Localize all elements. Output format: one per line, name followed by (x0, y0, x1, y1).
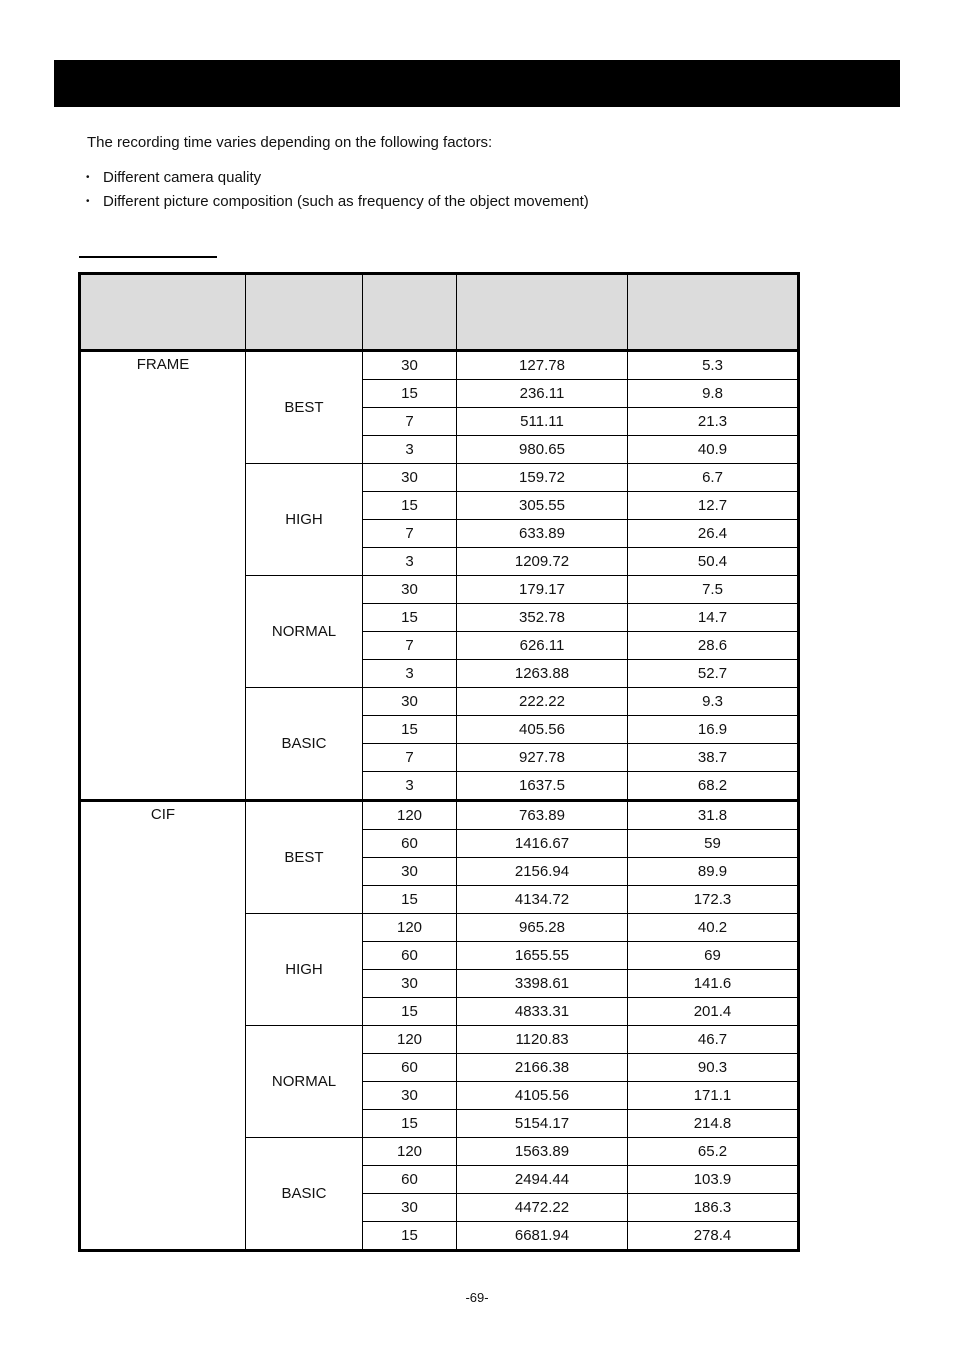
resolution-cell: FRAME (80, 351, 246, 801)
days-cell: 6.7 (628, 464, 799, 492)
hours-cell: 3398.61 (457, 970, 628, 998)
frame-rate-cell: 30 (363, 970, 457, 998)
quality-cell: BASIC (246, 1138, 363, 1251)
page-number: -69- (465, 1290, 489, 1305)
frame-rate-cell: 3 (363, 660, 457, 688)
bullet-icon: • (86, 172, 90, 183)
frame-rate-cell: 120 (363, 1026, 457, 1054)
days-cell: 40.9 (628, 436, 799, 464)
frame-rate-cell: 15 (363, 604, 457, 632)
header-cell-days (628, 274, 799, 351)
hours-cell: 980.65 (457, 436, 628, 464)
frame-rate-cell: 60 (363, 830, 457, 858)
header-cell-frame-rate (363, 274, 457, 351)
hours-cell: 159.72 (457, 464, 628, 492)
days-cell: 59 (628, 830, 799, 858)
frame-rate-cell: 30 (363, 858, 457, 886)
frame-rate-cell: 15 (363, 492, 457, 520)
table-row (80, 801, 799, 830)
frame-rate-cell: 60 (363, 1054, 457, 1082)
hours-cell: 4105.56 (457, 1082, 628, 1110)
hours-cell: 633.89 (457, 520, 628, 548)
frame-rate-cell: 120 (363, 914, 457, 942)
hours-cell: 127.78 (457, 351, 628, 380)
days-cell: 26.4 (628, 520, 799, 548)
hours-cell: 626.11 (457, 632, 628, 660)
hours-cell: 1563.89 (457, 1138, 628, 1166)
hours-cell: 965.28 (457, 914, 628, 942)
section-heading-rule (79, 256, 217, 258)
table-body (80, 351, 799, 1251)
days-cell: 186.3 (628, 1194, 799, 1222)
days-cell: 31.8 (628, 801, 799, 830)
hours-cell: 1209.72 (457, 548, 628, 576)
days-cell: 278.4 (628, 1222, 799, 1251)
frame-rate-cell: 7 (363, 520, 457, 548)
list-item-label: Different picture composition (such as frequency of the object movement) (103, 193, 589, 210)
hours-cell: 305.55 (457, 492, 628, 520)
quality-cell: BEST (246, 351, 363, 464)
hours-cell: 236.11 (457, 380, 628, 408)
days-cell: 9.8 (628, 380, 799, 408)
frame-rate-cell: 15 (363, 1222, 457, 1251)
hours-cell: 222.22 (457, 688, 628, 716)
hours-cell: 5154.17 (457, 1110, 628, 1138)
frame-rate-cell: 3 (363, 548, 457, 576)
hours-cell: 4472.22 (457, 1194, 628, 1222)
days-cell: 52.7 (628, 660, 799, 688)
frame-rate-cell: 15 (363, 886, 457, 914)
intro-text: The recording time varies depending on the following factors: (87, 134, 493, 151)
days-cell: 46.7 (628, 1026, 799, 1054)
hours-cell: 405.56 (457, 716, 628, 744)
days-cell: 28.6 (628, 632, 799, 660)
hours-cell: 2156.94 (457, 858, 628, 886)
bullet-icon: • (86, 196, 90, 207)
days-cell: 5.3 (628, 351, 799, 380)
frame-rate-cell: 30 (363, 576, 457, 604)
days-cell: 21.3 (628, 408, 799, 436)
days-cell: 141.6 (628, 970, 799, 998)
days-cell: 90.3 (628, 1054, 799, 1082)
hours-cell: 511.11 (457, 408, 628, 436)
frame-rate-cell: 15 (363, 1110, 457, 1138)
section-title-bar (54, 60, 900, 107)
frame-rate-cell: 60 (363, 942, 457, 970)
frame-rate-cell: 30 (363, 688, 457, 716)
days-cell: 89.9 (628, 858, 799, 886)
frame-rate-cell: 15 (363, 716, 457, 744)
frame-rate-cell: 120 (363, 1138, 457, 1166)
frame-rate-cell: 3 (363, 436, 457, 464)
days-cell: 16.9 (628, 716, 799, 744)
frame-rate-cell: 7 (363, 744, 457, 772)
header-cell-quality (246, 274, 363, 351)
hours-cell: 1655.55 (457, 942, 628, 970)
hours-cell: 6681.94 (457, 1222, 628, 1251)
list-item-label: Different camera quality (103, 169, 262, 186)
quality-cell: BEST (246, 801, 363, 914)
list-item (86, 169, 589, 193)
hours-cell: 2494.44 (457, 1166, 628, 1194)
days-cell: 214.8 (628, 1110, 799, 1138)
hours-cell: 1120.83 (457, 1026, 628, 1054)
factor-list (86, 169, 589, 217)
days-cell: 7.5 (628, 576, 799, 604)
recording-time-table (78, 272, 800, 1252)
quality-cell: NORMAL (246, 576, 363, 688)
frame-rate-cell: 7 (363, 632, 457, 660)
hours-cell: 2166.38 (457, 1054, 628, 1082)
header-cell-hours (457, 274, 628, 351)
quality-cell: HIGH (246, 914, 363, 1026)
frame-rate-cell: 60 (363, 1166, 457, 1194)
days-cell: 68.2 (628, 772, 799, 801)
quality-cell: BASIC (246, 688, 363, 801)
table-row (80, 351, 799, 380)
days-cell: 9.3 (628, 688, 799, 716)
frame-rate-cell: 3 (363, 772, 457, 801)
frame-rate-cell: 7 (363, 408, 457, 436)
hours-cell: 179.17 (457, 576, 628, 604)
hours-cell: 4134.72 (457, 886, 628, 914)
hours-cell: 4833.31 (457, 998, 628, 1026)
frame-rate-cell: 30 (363, 1194, 457, 1222)
quality-cell: NORMAL (246, 1026, 363, 1138)
days-cell: 12.7 (628, 492, 799, 520)
days-cell: 103.9 (628, 1166, 799, 1194)
days-cell: 14.7 (628, 604, 799, 632)
table-header-row (80, 274, 799, 351)
days-cell: 69 (628, 942, 799, 970)
days-cell: 201.4 (628, 998, 799, 1026)
days-cell: 172.3 (628, 886, 799, 914)
frame-rate-cell: 30 (363, 351, 457, 380)
resolution-cell: CIF (80, 801, 246, 1251)
frame-rate-cell: 15 (363, 998, 457, 1026)
hours-cell: 1637.5 (457, 772, 628, 801)
days-cell: 40.2 (628, 914, 799, 942)
days-cell: 65.2 (628, 1138, 799, 1166)
quality-cell: HIGH (246, 464, 363, 576)
frame-rate-cell: 30 (363, 464, 457, 492)
days-cell: 171.1 (628, 1082, 799, 1110)
hours-cell: 352.78 (457, 604, 628, 632)
list-item (86, 193, 589, 217)
hours-cell: 1416.67 (457, 830, 628, 858)
frame-rate-cell: 30 (363, 1082, 457, 1110)
frame-rate-cell: 15 (363, 380, 457, 408)
hours-cell: 1263.88 (457, 660, 628, 688)
frame-rate-cell: 120 (363, 801, 457, 830)
days-cell: 50.4 (628, 548, 799, 576)
days-cell: 38.7 (628, 744, 799, 772)
hours-cell: 763.89 (457, 801, 628, 830)
hours-cell: 927.78 (457, 744, 628, 772)
header-cell-resolution (80, 274, 246, 351)
